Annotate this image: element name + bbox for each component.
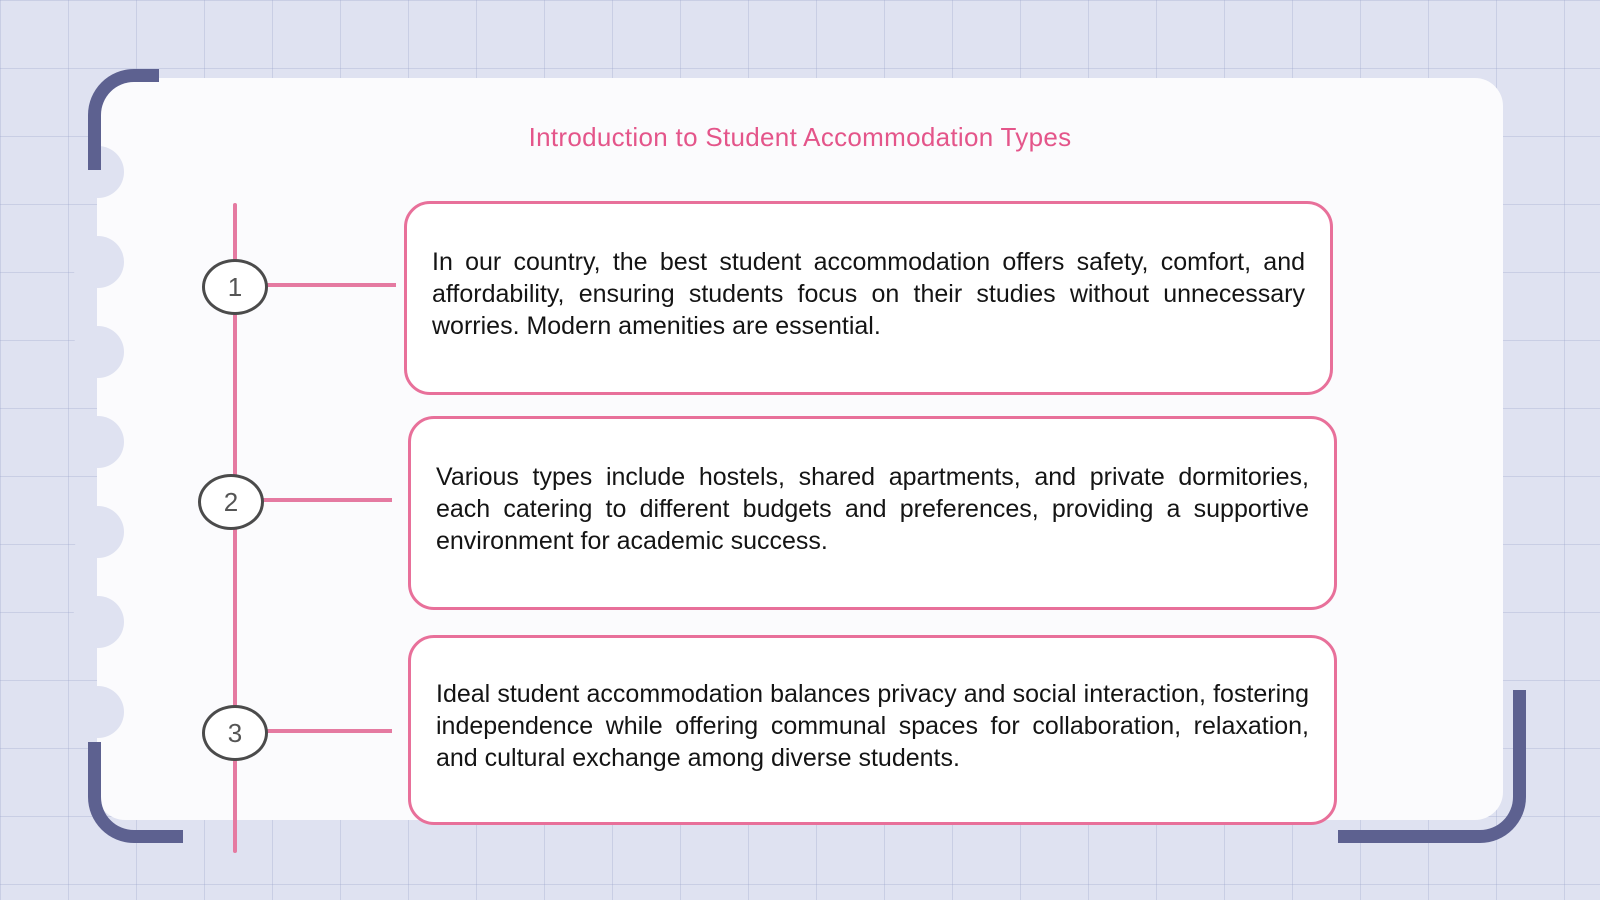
- corner-bracket-top-left: [88, 69, 159, 170]
- card-edge-notch: [72, 596, 124, 648]
- card-edge-notch: [72, 326, 124, 378]
- step-card: [404, 201, 1333, 395]
- slide-title: Introduction to Student Accommodation Types: [528, 122, 1072, 152]
- step-card-text: Ideal student accommodation balances privacy and social interaction, fostering independence while offering communal spaces for collaboration, relaxation, and cultural exchange among diverse students.: [436, 680, 1309, 772]
- step-card-text: In our country, the best student accommodation offers safety, comfort, and affordability, ensuring students focus on their studies without unnecessary worries. Modern amenities are essential.: [432, 248, 1305, 340]
- timeline-connector: [266, 729, 392, 733]
- corner-bracket-bottom-right: [1338, 690, 1526, 843]
- step-card: [408, 416, 1337, 610]
- step-card: [408, 635, 1337, 825]
- step-number-badge: 1: [202, 259, 268, 315]
- timeline-connector: [266, 283, 396, 287]
- card-edge-notch: [72, 686, 124, 738]
- card-edge-notch: [72, 236, 124, 288]
- card-edge-notch: [72, 506, 124, 558]
- step-number-badge: 2: [198, 474, 264, 530]
- timeline-connector: [262, 498, 392, 502]
- step-number-badge: 3: [202, 705, 268, 761]
- step-card-text: Various types include hostels, shared apartments, and private dormitories, each catering to different budgets and preferences, providing a supportive environment for academic success.: [436, 463, 1309, 555]
- card-edge-notch: [72, 416, 124, 468]
- corner-bracket-bottom-left: [88, 742, 183, 843]
